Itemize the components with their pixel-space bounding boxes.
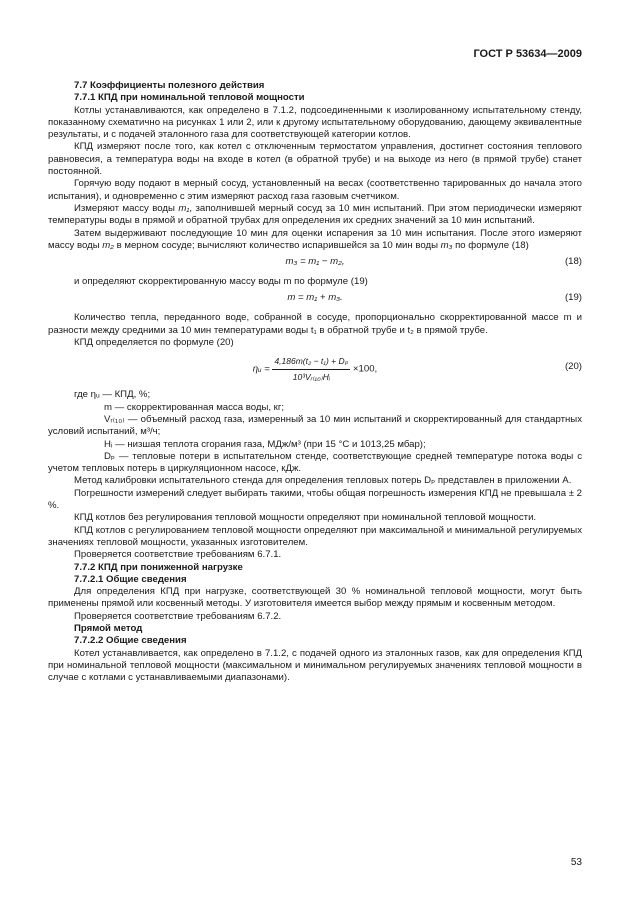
paragraph-mass-m1: Измеряют массу воды m₁, заполнившей мерный сосуд за 10 мин испытаний. При этом периодически измеряют температуры воды в прямой и обратной трубах для определения их средних значений за 10 мин испытаний. [48, 202, 583, 227]
page-number: 53 [570, 857, 582, 868]
paragraph-evaporation: Затем выдерживают последующие 10 мин для оценки испарения за 10 мин испытания. После этого измеряют массу воды m₂ в мерном сосуде; вычисляют количество испарившейся за 10 мин воды m₃ по формуле (18) [48, 227, 582, 251]
formula-18 [48, 252, 582, 276]
formula-19 [48, 288, 582, 312]
symbol-m3: m₃ [440, 239, 453, 251]
formula-20-denominator: 10³Vᵣ₍₁₀₎Hᵢ [292, 371, 330, 382]
paragraph-compliance-672: Проверяется соответствие требованиям 6.7.2. [74, 610, 282, 622]
paragraph-no-regulation: КПД котлов без регулирования тепловой мощности определяют при номинальной тепловой мощности. [74, 512, 537, 524]
symbol-m2: m₂ [102, 239, 114, 251]
formula-18-number: (18) [564, 256, 582, 268]
paragraph-hot-water: Горячую воду подают в мерный сосуд, установленный на весах (соответственно тарированных до начала этого испытания), и одновременно с этим измеряют расход газа газовым счетчиком. [48, 178, 582, 202]
where-gas-flow: Vᵣ₍₁₀₎ — объемный расход газа, измеренный за 10 мин испытаний и скорректированный для стандартных условий испытаний, м³/ч; [48, 413, 582, 438]
paragraph-uncertainty: Погрешности измерений следует выбирать такими, чтобы общая погрешность измерения КПД не превышала ± 2 %. [48, 487, 582, 512]
formula-20-fraction [272, 355, 350, 383]
paragraph-heat-quantity: Количество тепла, переданного воде, собранной в сосуде, пропорционально скорректированной массе m и разности между средними за 10 мин температурами воды t₁ в обратной трубе и t₂ в прямой трубе. [48, 312, 582, 336]
where-mass: m — скорректированная масса воды, кг; [104, 401, 285, 413]
symbol-m1: m₁ [178, 202, 190, 214]
formula-20-rhs: ×100, [352, 363, 378, 375]
page-body [48, 80, 582, 684]
section-7-7-heading: 7.7 Коэффициенты полезного действия [74, 80, 265, 91]
where-heat-losses: Dₚ — тепловые потери в испытательном стенде, соответствующие средней температуре потока воды с учетом тепловых потерь в циркуляционном насосе, кДж. [48, 450, 582, 475]
formula-19-expression: m = m₁ + m₃. [287, 292, 343, 304]
where-calorific-value: Hᵢ — низшая теплота сгорания газа, МДж/м³ (при 15 °С и 1013,25 мбар); [104, 438, 426, 450]
formula-20-number: (20) [564, 361, 582, 373]
paragraph-with-regulation: КПД котлов с регулированием тепловой мощности определяют при максимальной и минимальной регулируемых значениях тепловой мощности, указанных изготовителем. [48, 524, 582, 548]
paragraph-compliance-671: Проверяется соответствие требованиям 6.7.1. [74, 549, 282, 561]
formula-18-expression: m₃ = m₁ − m₂, [285, 256, 345, 268]
formula-20-lhs: ηᵤ = [252, 363, 273, 375]
formula-20-numerator: 4,186m(t₂ − t₁) + Dₚ [272, 355, 350, 369]
paragraph-measure: КПД измеряют после того, как котел с отключенным термостатом управления, достигнет состояния теплового равновесия, а температура воды на входе в котел (в обратной трубе) и на выходе из него (в прямой трубе) станет постоянной. [48, 141, 582, 178]
paragraph-reduced-load: Для определения КПД при нагрузке, соответствующей 30 % номинальной тепловой мощности, могут быть применены прямой или косвенный методы. У изготовителя имеется выбор между прямым и косвенным методом. [48, 586, 582, 610]
where-efficiency: где ηᵤ — КПД, %; [74, 389, 151, 401]
section-7-7-2-2-heading: 7.7.2.2 Общие сведения [74, 635, 187, 647]
formula-19-number: (19) [564, 292, 582, 304]
direct-method-heading: Прямой метод [74, 622, 143, 634]
paragraph-efficiency-formula: КПД определяется по формуле (20) [74, 337, 234, 349]
paragraph-setup: Котлы устанавливаются, как определено в 7.1.2, подсоединенными к изолированному испытательному стенду, показанному схематично на рисунках 1 или 2, или к другому испытательному оборудованию, дающему эквивалентные результаты, и с подачей эталонного газа для соответствующей категории котлов. [48, 104, 582, 141]
paragraph-calibration: Метод калибровки испытательного стенда для определения тепловых потерь Dₚ представлен в приложении А. [74, 475, 572, 487]
paragraph-corrected-mass: и определяют скорректированную массу воды m по формуле (19) [74, 276, 368, 288]
section-7-7-1-heading: 7.7.1 КПД при номинальной тепловой мощности [74, 92, 305, 104]
formula-20 [48, 349, 582, 389]
paragraph-boiler-install: Котел устанавливается, как определено в 7.1.2, с подачей одного из эталонных газов, как для определения КПД при номинальной тепловой мощности (максимальном и минимальном регулируемых значениях тепловой мощности в случае с котлами с устанавливаемыми диапазонами). [48, 647, 582, 684]
section-7-7-2-1-heading: 7.7.2.1 Общие сведения [74, 573, 187, 585]
section-7-7-2-heading: 7.7.2 КПД при пониженной нагрузке [74, 561, 243, 573]
document-header: ГОСТ Р 53634—2009 [473, 48, 582, 60]
